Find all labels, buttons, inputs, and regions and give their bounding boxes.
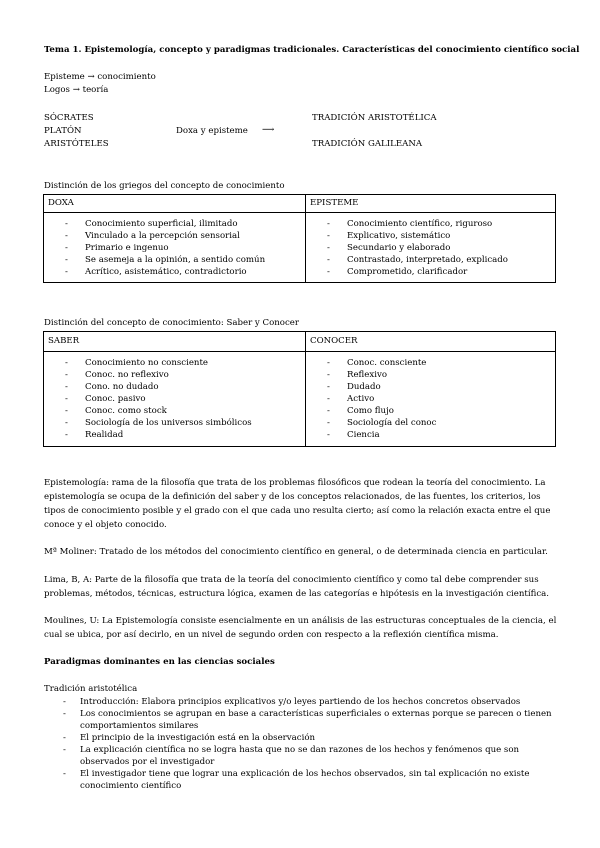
list-item: - Conoc. no reflexivo	[44, 369, 305, 381]
list-item: - Reflexivo	[306, 369, 555, 381]
list-item: - Realidad	[44, 429, 305, 441]
list-item: - Dudado	[306, 381, 555, 393]
list-item: - La explicación científica no se logra hasta que no se dan razones de los hechos y fenómenos que son observados por el investigador	[44, 744, 564, 768]
list-item: - Conocimiento superficial, ilimitado	[44, 218, 305, 230]
doxa-episteme-table	[43, 194, 556, 283]
paragraph-moulines: Moulines, U: La Epistemología consiste esencialmente en un análisis de las estructuras conceptuales de la ciencia, el cual se ubica, por así decirlo, en un nivel de segundo orden con respecto a la reflexión científica misma.	[44, 616, 557, 640]
aristotelian-list	[44, 696, 564, 792]
table1-caption: Distinción de los griegos del concepto de conocimiento	[44, 181, 285, 191]
list-item: - Conocimiento no consciente	[44, 357, 305, 369]
list-item: - Sociología de los universos simbólicos	[44, 417, 305, 429]
doxa-episteme-label: Doxa y episteme	[176, 126, 248, 136]
saber-conocer-table	[43, 331, 556, 447]
episteme-cell	[306, 213, 556, 283]
list-item: - Cono. no dudado	[44, 381, 305, 393]
philosopher-socrates: SÓCRATES	[44, 113, 94, 123]
list-item: - Conocimiento científico, riguroso	[306, 218, 555, 230]
philosopher-platon: PLATÓN	[44, 126, 82, 136]
list-item: - Ciencia	[306, 429, 555, 441]
philosopher-aristoteles: ARISTÓTELES	[44, 139, 109, 149]
definition-logos: Logos → teoría	[44, 85, 109, 95]
section-heading: Paradigmas dominantes en las ciencias sociales	[44, 657, 275, 667]
paragraph-lima: Lima, B, A: Parte de la filosofía que trata de la teoría del conocimiento científico y como tal debe comprender sus problemas, métodos, técnicas, estructura lógica, examen de las categorías e hipótesis en la investigación científica.	[44, 575, 550, 599]
conocer-header: CONOCER	[306, 332, 556, 352]
list-item: - Conoc. pasivo	[44, 393, 305, 405]
document-title: Tema 1. Epistemología, concepto y paradigmas tradicionales. Características del conocimiento científico social	[44, 45, 580, 55]
conocer-cell	[306, 352, 556, 447]
list-item: - Se asemeja a la opinión, a sentido común	[44, 254, 305, 266]
list-item: - Los conocimientos se agrupan en base a características superficiales o externas porque se parecen o tienen comportamientos similares	[44, 708, 564, 732]
list-item: - Introducción: Elabora principios explicativos y/o leyes partiendo de los hechos concretos observados	[44, 696, 564, 708]
table2-caption: Distinción del concepto de conocimiento: Saber y Conocer	[44, 318, 299, 328]
list-item: - Explicativo, sistemático	[306, 230, 555, 242]
list-item: - Acrítico, asistemático, contradictorio	[44, 266, 305, 278]
doxa-header: DOXA	[44, 195, 306, 213]
list-item: - Primario e ingenuo	[44, 242, 305, 254]
episteme-header: EPISTEME	[306, 195, 556, 213]
list-item: - Comprometido, clarificador	[306, 266, 555, 278]
list-item: - Conoc. como stock	[44, 405, 305, 417]
list-item: - Activo	[306, 393, 555, 405]
arrow-icon: ⟶	[262, 125, 275, 135]
paragraph-moliner: Mª Moliner: Tratado de los métodos del conocimiento científico en general, o de determinada ciencia en particular.	[44, 547, 548, 557]
list-item: - Contrastado, interpretado, explicado	[306, 254, 555, 266]
saber-header: SABER	[44, 332, 306, 352]
list-item: - Conoc. consciente	[306, 357, 555, 369]
list-item: - El principio de la investigación está en la observación	[44, 732, 564, 744]
tradicion-galileana: TRADICIÓN GALILEANA	[312, 139, 423, 149]
list-item: - Como flujo	[306, 405, 555, 417]
list-item: - Secundario y elaborado	[306, 242, 555, 254]
tradicion-aristotelica: TRADICIÓN ARISTOTÉLICA	[312, 113, 437, 123]
doxa-cell	[44, 213, 306, 283]
list-item: - Sociología del conoc	[306, 417, 555, 429]
subsection-heading: Tradición aristotélica	[44, 684, 138, 694]
saber-cell	[44, 352, 306, 447]
paragraph-epistemologia: Epistemología: rama de la filosofía que trata de los problemas filosóficos que rodean la teoría del conocimiento. La epistemología se ocupa de la definición del saber y de los conceptos relacionados, de las fuentes, los criterios, los tipos de conocimiento posible y el grado con el que cada uno resulta cierto; así como la relación exacta entre el que conoce y el objeto conocido.	[44, 478, 551, 530]
list-item: - Vinculado a la percepción sensorial	[44, 230, 305, 242]
definition-episteme: Episteme → conocimiento	[44, 72, 156, 82]
list-item: - El investigador tiene que lograr una explicación de los hechos observados, sin tal explicación no existe conocimiento científico	[44, 768, 564, 792]
